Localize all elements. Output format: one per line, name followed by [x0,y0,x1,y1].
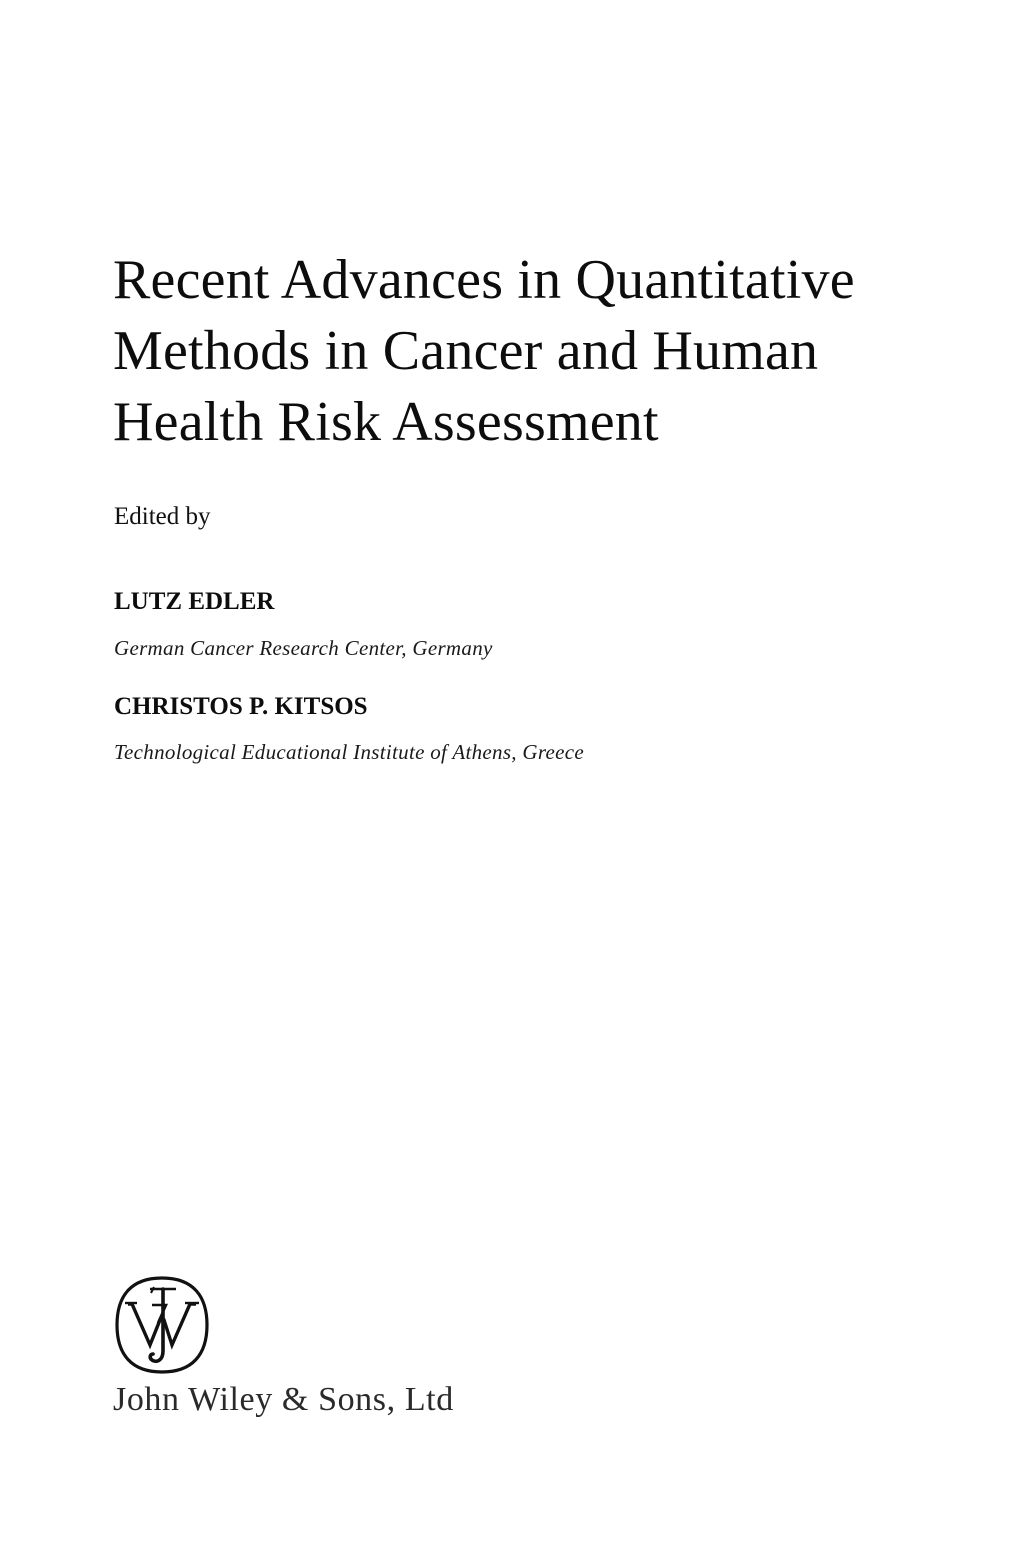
editor-affiliation-2: Technological Educational Institute of Athens, Greece [114,740,585,764]
book-title-line-1: Recent Advances in Quantitative [113,249,855,311]
book-title [113,245,973,458]
editor-name-1: LUTZ EDLER [114,588,275,615]
publisher-name: John Wiley & Sons, Ltd [113,1381,454,1418]
wiley-jw-logo-icon [114,1275,210,1375]
editor-name-2: CHRISTOS P. KITSOS [114,693,368,720]
book-title-line-3: Health Risk Assessment [113,391,659,453]
book-title-line-2: Methods in Cancer and Human [113,320,819,382]
edited-by-label: Edited by [114,503,211,530]
editor-affiliation-1: German Cancer Research Center, Germany [114,636,493,660]
